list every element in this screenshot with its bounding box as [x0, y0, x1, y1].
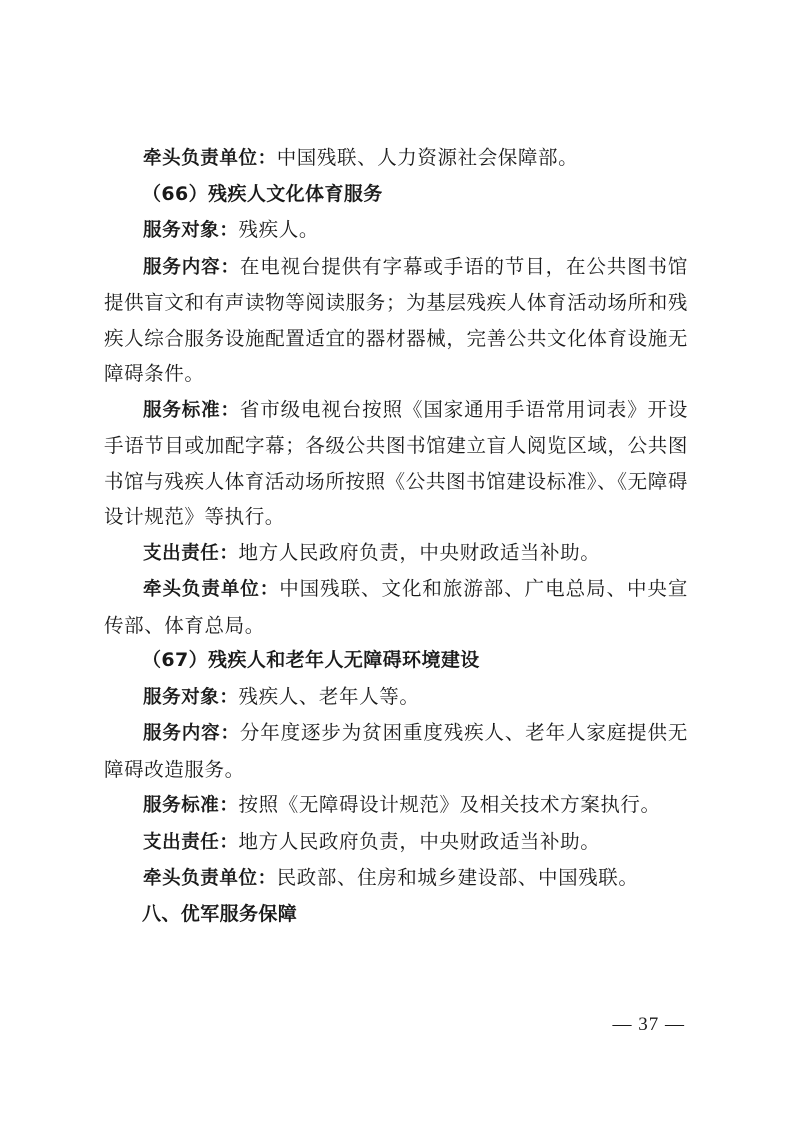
page-number: — 37 —	[612, 1014, 685, 1035]
field-text: 按照《无障碍设计规范》及相关技术方案执行。	[238, 793, 661, 816]
section-heading-66: （66）残疾人文化体育服务	[142, 182, 383, 205]
paragraph-lead-unit-3	[104, 860, 688, 897]
field-text: 在电视台提供有字幕或手语的节目，在公共图书馆提供盲文和有声读物等阅读服务；为基层残疾人体育活动场所和残疾人综合服务设施配置适宜的器材器械，完善公共文化体育设施无障碍条件。	[104, 254, 688, 385]
field-label: 牵头负责单位：	[143, 148, 277, 169]
field-text: 中国残联、文化和旅游部、广电总局、中央宣传部、体育总局。	[104, 577, 688, 637]
paragraph-expense-1	[104, 535, 688, 572]
field-text: 民政部、住房和城乡建设部、中国残联。	[276, 866, 639, 889]
paragraph-service-content-2	[104, 715, 688, 787]
field-label: 服务内容：	[143, 256, 240, 278]
field-text: 地方人民政府负责，中央财政适当补助。	[238, 540, 601, 564]
field-label: 支出责任：	[143, 831, 239, 853]
field-label: 服务标准：	[143, 795, 239, 816]
paragraph-expense-2	[104, 824, 688, 861]
document-body	[104, 140, 688, 932]
section-heading-67: （67）残疾人和老年人无障碍环境建设	[142, 649, 480, 671]
paragraph-lead-unit-2	[104, 571, 688, 643]
paragraph-lead-unit-1	[104, 140, 688, 177]
field-label: 支出责任：	[143, 542, 239, 564]
paragraph-service-target-1	[104, 212, 688, 249]
paragraph-service-standard-1	[104, 392, 688, 535]
paragraph-service-content-1	[104, 249, 688, 392]
paragraph-service-target-2	[104, 679, 688, 716]
field-text: 地方人民政府负责，中央财政适当补助。	[238, 829, 601, 853]
field-label: 服务内容：	[143, 723, 240, 744]
field-label: 服务对象：	[143, 686, 239, 708]
field-text: 残疾人、老年人等。	[238, 684, 420, 708]
field-text: 分年度逐步为贫困重度残疾人、老年人家庭提供无障碍改造服务。	[104, 721, 688, 781]
field-label: 牵头负责单位：	[143, 868, 277, 889]
field-label: 牵头负责单位：	[143, 579, 280, 600]
field-text: 省市级电视台按照《国家通用手语常用词表》开设手语节目或加配字幕；各级公共图书馆建立盲人阅览区域，公共图书馆与残疾人体育活动场所按照《公共图书馆建设标准》、《无障碍设计规范》等执行。	[104, 397, 688, 528]
field-label: 服务对象：	[143, 220, 239, 241]
field-label: 服务标准：	[143, 399, 240, 421]
chapter-heading-8: 八、优军服务保障	[142, 902, 298, 925]
field-text: 残疾人。	[238, 218, 319, 241]
paragraph-service-standard-2	[104, 787, 688, 824]
field-text: 中国残联、人力资源社会保障部。	[276, 146, 579, 169]
